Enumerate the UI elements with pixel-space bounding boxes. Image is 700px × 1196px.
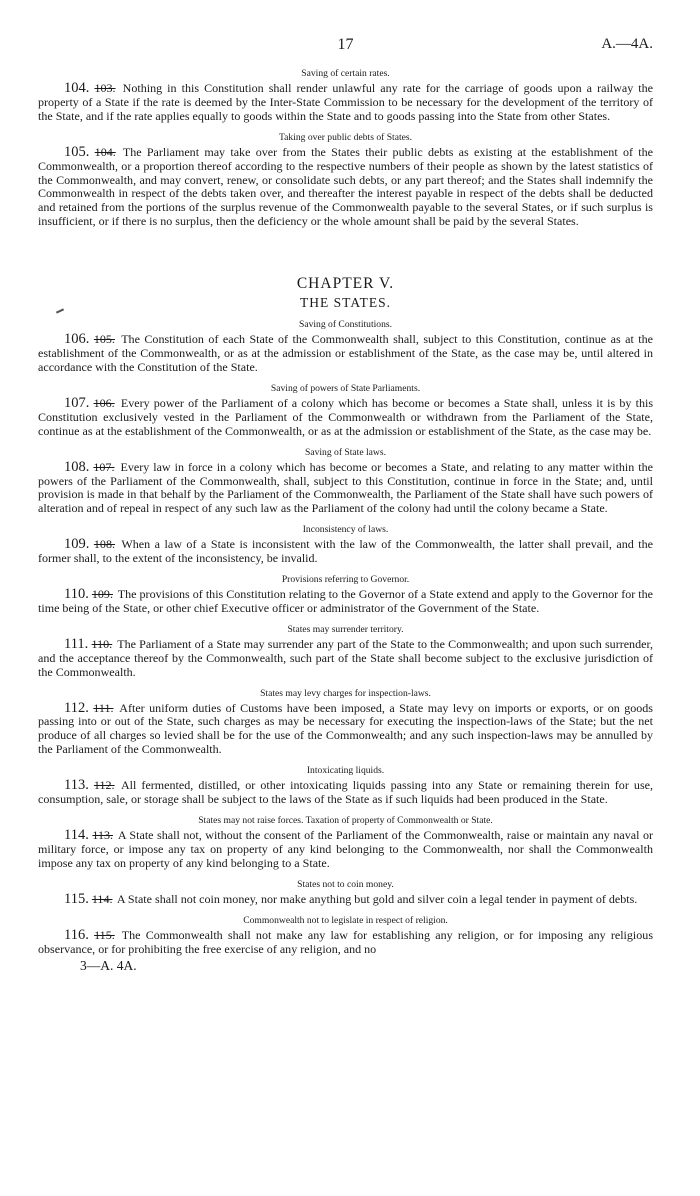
struck-old-section-number: 108. <box>93 537 115 552</box>
section-paragraph <box>38 538 653 566</box>
section-number: 112. <box>64 699 89 716</box>
chapter-title: CHAPTER V. <box>296 275 395 293</box>
section-number: 111. <box>64 635 89 652</box>
section-text: The Parliament may take over from the States their public debts as existing at the establishment of the Commonwealth, or a proportion thereof according to the respective numbers of their people as shown by the latest statistics of the Commonwealth, and may convert, renew, or consolidate such debts, or any part thereof; and the States shall indemnify the Commonwealth in respect of the debts taken over, and thereafter the interest payable in respect of the debts shall be deducted and retained from the portions of the surplus revenue of the Commonwealth payable to the several States, or if such surplus is insufficient, or if there is no surplus, then the deficiency or the whole amount shall be paid by the several States. <box>38 144 654 229</box>
sections-after-chapter <box>38 319 653 956</box>
section-text: Every power of the Parliament of a colony which has become or becomes a State shall, unless it is by this Constitution exclusively vested in the Parliament of the Commonwealth or withdrawn from the Parliament of the State, continue as at the establishment of the Commonwealth, or as at the admission or establishment of the State, as the case may be. <box>38 395 654 438</box>
section-number: 115. <box>64 890 89 907</box>
section-number: 106. <box>64 331 90 348</box>
marginal-note: Taking over public debts of States. <box>278 131 413 143</box>
section-text: A State shall not coin money, nor make anything but gold and silver coin a legal tender in payment of debts. <box>116 891 638 906</box>
struck-old-section-number: 105. <box>93 332 115 347</box>
section-number: 105. <box>64 143 90 160</box>
struck-old-section-number: 107. <box>93 459 115 474</box>
chapter-subtitle: THE STATES. <box>300 295 391 311</box>
marginal-note: Commonwealth not to legislate in respect of religion. <box>243 914 448 926</box>
section-paragraph <box>38 829 653 871</box>
section-paragraph <box>38 143 654 229</box>
struck-old-section-number: 115. <box>94 927 115 942</box>
document-page <box>38 36 653 974</box>
marginal-note: Saving of powers of State Parliaments. <box>270 382 421 394</box>
struck-old-section-number: 106. <box>93 395 115 410</box>
section-number: 104. <box>64 80 90 96</box>
marginal-note: States may surrender territory. <box>287 623 404 635</box>
section-text: Nothing in this Constitution shall render unlawful any rate for the carriage of goods upon a railway the property of a State if the rate is deemed by the Inter-State Commission to be necessary for the development of the territory of the State, and if the rate applies equally to goods within the State and to goods passing into the State from other States. <box>38 81 654 123</box>
section-text: The Commonwealth shall not make any law for establishing any religion, or for imposing any religious observance, or for prohibiting the free exercise of any religion, and no <box>38 927 654 956</box>
section-text: When a law of a State is inconsistent with the law of the Commonwealth, the latter shall prevail, and the former shall, to the extent of the inconsistency, be invalid. <box>38 537 654 566</box>
page-number: 17 <box>337 36 354 53</box>
section-paragraph <box>38 779 653 807</box>
section-paragraph <box>38 333 653 375</box>
marginal-note: Saving of Constitutions. <box>298 319 392 331</box>
struck-old-section-number: 111. <box>93 700 114 715</box>
marginal-note: States may levy charges for inspection-laws. <box>260 687 431 699</box>
section-text: After uniform duties of Customs have been imposed, a State may levy on imports or exports, or on goods passing into or out of the State, such charges as may be necessary for executing the inspection-laws of the State; but the net produce of all charges so levied shall be for the use of the Commonwealth; and any such inspection-laws may be annulled by the Parliament of the Commonwealth. <box>38 700 653 757</box>
section-paragraph <box>38 635 653 680</box>
struck-old-section-number: 103. <box>94 81 116 95</box>
section-number: 107. <box>64 394 90 411</box>
section-text: A State shall not, without the consent of the Parliament of the Commonwealth, raise or maintain any naval or military force, or impose any tax on property of any kind belonging to the Commonwealth, nor shall the Commonwealth impose any tax on property of any kind belonging to a State. <box>38 828 653 870</box>
section-number: 108. <box>64 458 90 475</box>
struck-old-section-number: 112. <box>93 778 115 793</box>
section-text: Every law in force in a colony which has become or becomes a State, and relating to any matter within the powers of the Parliament of the Commonwealth, shall, subject to this Constitution, continue in force in the State; and, until provision is made in that behalf by the Parliament of the Commonwealth, the Parliament of the State shall have such powers of alteration and of repeal in respect of any such law as the Parliament of the colony had until the colony became a State. <box>38 459 653 516</box>
section-text: The Parliament of a State may surrender any part of the State to the Commonwealth; and upon such surrender, and the acceptance thereof by the Commonwealth, such part of the State shall become subject to the exclusive jurisdiction of the Commonwealth. <box>38 636 653 679</box>
section-paragraph <box>38 699 653 758</box>
marginal-note: States not to coin money. <box>297 878 394 890</box>
section-paragraph <box>38 890 653 907</box>
section-paragraph <box>38 394 654 439</box>
section-number: 110. <box>64 586 89 603</box>
section-text: The provisions of this Constitution relating to the Governor of a State extend and apply to the Governor for the time being of the State, or other chief Executive officer or administrator of the Government of the State. <box>38 587 654 615</box>
section-paragraph <box>38 458 653 517</box>
marginal-note: Intoxicating liquids. <box>306 765 385 777</box>
marginal-note: Provisions referring to Governor. <box>281 574 410 586</box>
printer-signature: 3—A. 4A. <box>80 958 137 974</box>
section-number: 109. <box>64 536 90 553</box>
page-header <box>38 36 653 60</box>
section-paragraph <box>38 82 653 124</box>
marginal-note: Inconsistency of laws. <box>302 524 389 536</box>
struck-old-section-number: 114. <box>91 891 113 906</box>
document-reference: A.—4A. <box>601 36 653 52</box>
marginal-note: States may not raise forces. Taxation of property of Commonwealth or State. <box>198 815 493 826</box>
struck-old-section-number: 113. <box>92 828 114 842</box>
struck-old-section-number: 110. <box>91 636 113 651</box>
section-text: The Constitution of each State of the Commonwealth shall, subject to this Constitution, continue as at the establishment of the Commonwealth, or as at the admission or establishment of the State, as the case may be, until altered in accordance with the Constitution of the State. <box>38 332 653 374</box>
marginal-note: Saving of certain rates. <box>301 68 390 79</box>
section-number: 116. <box>64 926 89 943</box>
section-number: 114. <box>64 827 89 843</box>
section-number: 113. <box>64 777 89 794</box>
section-paragraph <box>38 926 654 957</box>
struck-old-section-number: 104. <box>94 144 116 159</box>
section-text: All fermented, distilled, or other intoxicating liquids passing into any State or remaining therein for use, consumption, sale, or storage shall be subject to the laws of the State as if such liquids had been produced in the State. <box>38 778 653 807</box>
marginal-note: Saving of State laws. <box>304 446 386 458</box>
sections-before-chapter <box>38 68 653 229</box>
section-paragraph <box>38 588 653 616</box>
struck-old-section-number: 109. <box>91 587 113 602</box>
